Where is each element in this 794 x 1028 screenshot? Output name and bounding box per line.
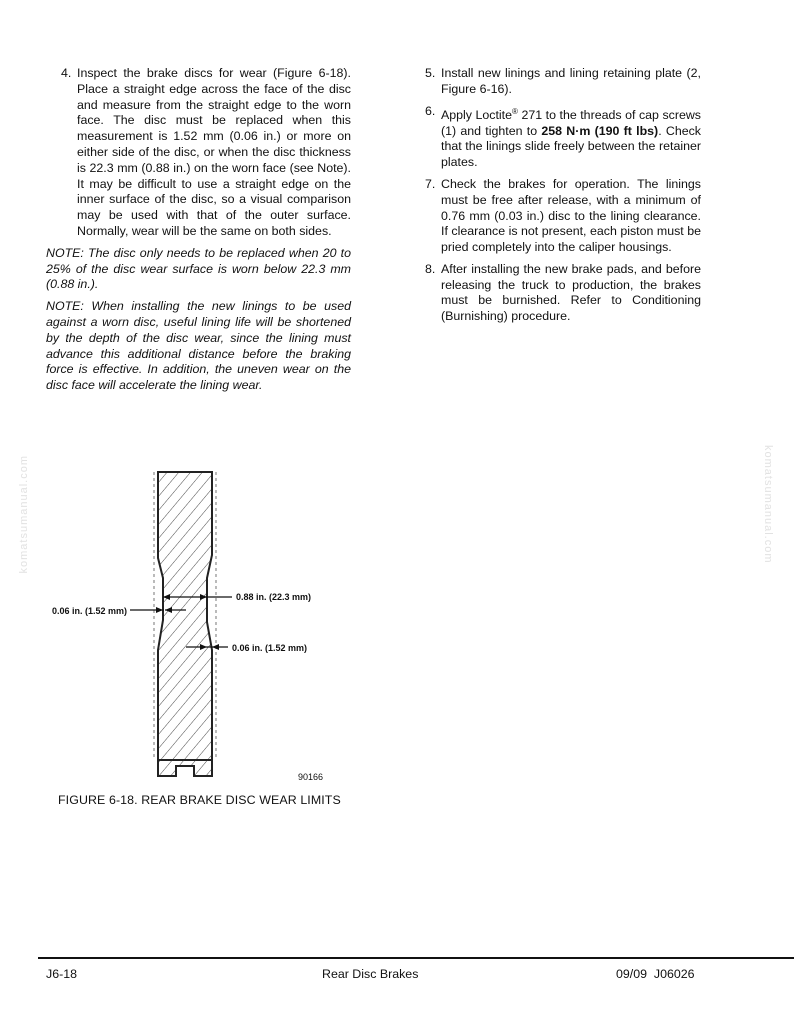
note-new-linings: NOTE: When installing the new linings to be used against a worn disc, useful lining life will be shortened by the depth of the disc wear, since the lining must advance this additional distance before the braking force is effective. In addition, the uneven wear on the disc face will accelerate the lining wear. [46, 299, 351, 393]
watermark-left: komatsumanual.com [18, 455, 30, 574]
label-thickness: 0.88 in. (22.3 mm) [236, 592, 312, 602]
arrow-right-wear-b [212, 644, 219, 650]
step-4 [46, 66, 351, 240]
step-5 [410, 66, 701, 98]
right-column [410, 66, 701, 331]
step-number: 7. [425, 176, 436, 191]
step-text-b: 271 to the threads of cap screws (1) and tighten to [441, 107, 701, 138]
disc-body [158, 472, 212, 760]
step-6 [410, 104, 701, 171]
footer-doc-code: 09/09 J06026 [616, 967, 695, 981]
figure-caption: FIGURE 6-18. REAR BRAKE DISC WEAR LIMITS [58, 793, 341, 807]
footer-section-title: Rear Disc Brakes [322, 967, 419, 981]
registered-mark: ® [512, 106, 518, 116]
step-text-a: Apply Loctite [441, 107, 513, 122]
arrow-left-wear-a [156, 607, 163, 613]
left-column [46, 66, 351, 400]
note-disc-replacement: NOTE: The disc only needs to be replaced when 20 to 25% of the disc wear surface is worn below 22.3 mm (0.88 in.). [46, 245, 351, 292]
label-left-wear: 0.06 in. (1.52 mm) [52, 606, 128, 616]
step-text: Inspect the brake discs for wear (Figure 6-18). Place a straight edge across the face of the disc and measure from the straight edge to the worn face. The disc must be replaced when this measurement is 1.52 mm (0.06 in.) or more on either side of the disc, or when the disc thickness is 22.3 mm (0.88 in.) on the worn face (see Note). It may be difficult to use a straight edge on the inner surface of the disc, so a visual comparison may be used with that of the outer surface. Normally, wear will be the same on both sides. [77, 66, 351, 238]
step-text: Install new linings and lining retaining plate (2, Figure 6-16). [441, 66, 701, 96]
step-8 [410, 262, 701, 325]
footer-page-number: J6-18 [46, 967, 77, 981]
step-7 [410, 177, 701, 256]
step-number: 8. [425, 261, 436, 276]
watermark-right: komatsumanual.com [762, 445, 774, 564]
torque-value: 258 N·m (190 ft lbs) [541, 123, 659, 138]
step-number: 6. [425, 103, 436, 118]
disc-cross-section-diagram [36, 460, 336, 790]
footer-rule [38, 957, 794, 959]
step-number: 5. [425, 66, 436, 80]
step-text: After installing the new brake pads, and before releasing the truck to production, the brakes must be burnished. Refer to Conditioning (Burnishing) procedure. [441, 261, 701, 324]
disc-mounting-foot [158, 760, 212, 776]
disc-wear-figure [36, 460, 336, 795]
step-text: Check the brakes for operation. The linings must be free after release, with a minimum of 0.76 mm (0.03 in.) disc to the lining clearance. If clearance is not present, each piston must be pried completely into the caliper housings. [441, 176, 701, 255]
step-text-c: . Check that the linings slide freely between the retainer plates. [441, 123, 701, 170]
label-right-wear: 0.06 in. (1.52 mm) [232, 643, 308, 653]
figure-number: 90166 [298, 772, 324, 782]
step-number: 4. [61, 66, 72, 80]
